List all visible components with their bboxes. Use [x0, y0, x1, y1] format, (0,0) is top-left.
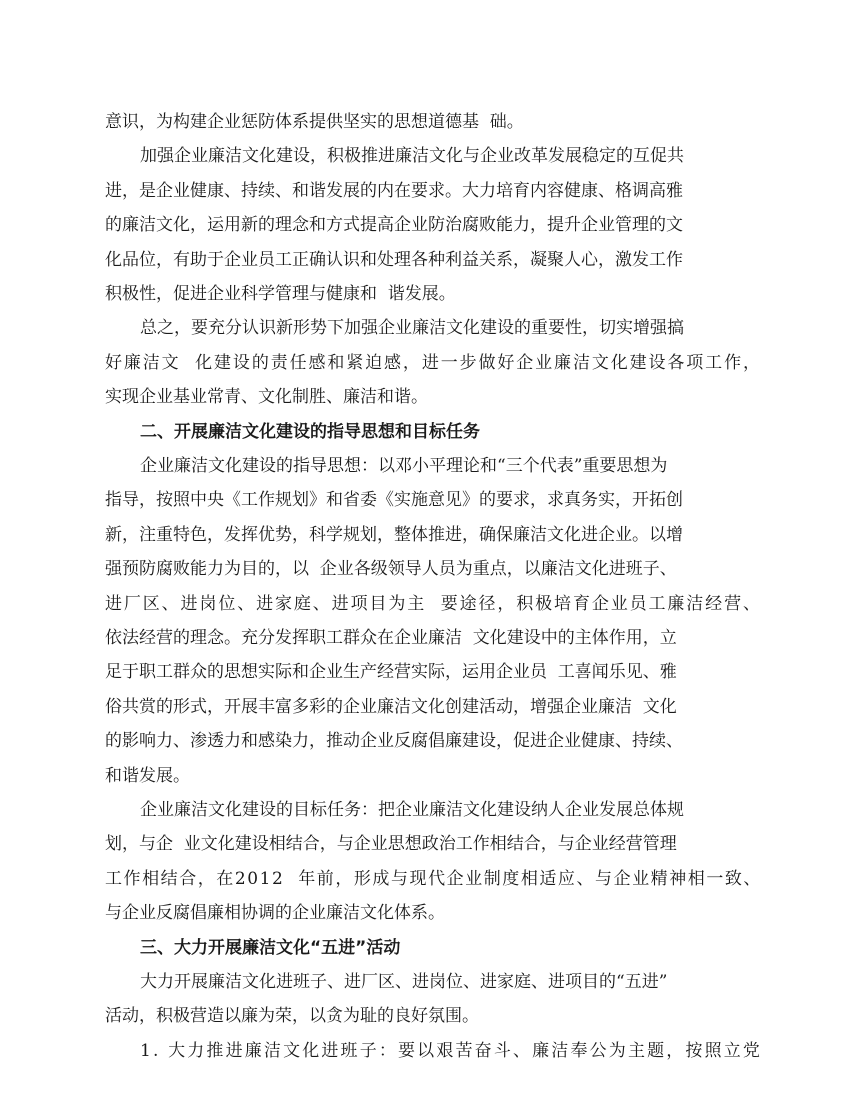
- paragraph-line: 依法经营的理念。充分发挥职工群众在企业廉洁 文化建设中的主体作用，立: [105, 628, 677, 648]
- paragraph-line: 化品位，有助于企业员工正确认识和处理各种利益关系，凝聚人心，激发工作: [105, 250, 683, 270]
- paragraph-line: 进，是企业健康、持续、和谐发展的内在要求。大力培育内容健康、格调高雅: [105, 181, 683, 201]
- paragraph-line: 的影响力、渗透力和感染力，推动企业反腐倡廉建设，促进企业健康、持续、: [105, 731, 683, 751]
- section-heading: 三、大力开展廉洁文化“五进”活动: [140, 938, 401, 958]
- paragraph-line: 俗共赏的形式，开展丰富多彩的企业廉洁文化创建活动，增强企业廉洁 文化: [105, 697, 677, 717]
- paragraph-line: 新，注重特色，发挥优势，科学规划，整体推进，确保廉洁文化进企业。以增: [105, 525, 683, 545]
- paragraph-line: 实现企业基业常青、文化制胜、廉洁和谐。: [105, 387, 428, 407]
- paragraph-line: 1. 大力推进廉洁文化进班子：要以艰苦奋斗、廉洁奉公为主题，按照立党: [140, 1041, 763, 1061]
- paragraph-line: 与企业反腐倡廉相协调的企业廉洁文化体系。: [105, 903, 445, 923]
- paragraph-line: 进厂区、进岗位、进家庭、进项目为主 要途径，积极培育企业员工廉洁经营、: [105, 594, 762, 614]
- paragraph-line: 意识，为构建企业惩防体系提供坚实的思想道德基 础。: [105, 112, 524, 132]
- paragraph-line: 好廉洁文 化建设的责任感和紧迫感，进一步做好企业廉洁文化建设各项工作，: [105, 353, 762, 373]
- paragraph-line: 指导，按照中央《工作规划》和省委《实施意见》的要求，求真务实，开拓创: [105, 490, 683, 510]
- paragraph-line: 总之，要充分认识新形势下加强企业廉洁文化建设的重要性，切实增强搞: [140, 318, 684, 338]
- paragraph-line: 工作相结合，在2012 年前，形成与现代企业制度相适应、与企业精神相一致、: [105, 869, 762, 889]
- section-heading: 二、开展廉洁文化建设的指导思想和目标任务: [140, 422, 480, 442]
- paragraph-line: 活动，积极营造以廉为荣，以贪为耻的良好氛围。: [105, 1006, 479, 1026]
- paragraph-line: 大力开展廉洁文化进班子、进厂区、进岗位、进家庭、进项目的“五进”: [140, 972, 668, 992]
- paragraph-line: 的廉洁文化，运用新的理念和方式提高企业防治腐败能力，提升企业管理的文: [105, 215, 683, 235]
- paragraph-line: 和谐发展。: [105, 766, 190, 786]
- paragraph-line: 积极性，促进企业科学管理与健康和 谐发展。: [105, 284, 456, 304]
- paragraph-line: 强预防腐败能力为目的，以 企业各级领导人员为重点，以廉洁文化进班子、: [105, 559, 677, 579]
- paragraph-line: 加强企业廉洁文化建设，积极推进廉洁文化与企业改革发展稳定的互促共: [140, 146, 684, 166]
- paragraph-line: 企业廉洁文化建设的指导思想：以邓小平理论和“三个代表”重要思想为: [140, 456, 668, 476]
- paragraph-line: 足于职工群众的思想实际和企业生产经营实际，运用企业员 工喜闻乐见、雅: [105, 662, 677, 682]
- paragraph-line: 企业廉洁文化建设的目标任务：把企业廉洁文化建设纳人企业发展总体规: [140, 800, 684, 820]
- paragraph-line: 划，与企 业文化建设相结合，与企业思想政治工作相结合，与企业经营管理: [105, 834, 677, 854]
